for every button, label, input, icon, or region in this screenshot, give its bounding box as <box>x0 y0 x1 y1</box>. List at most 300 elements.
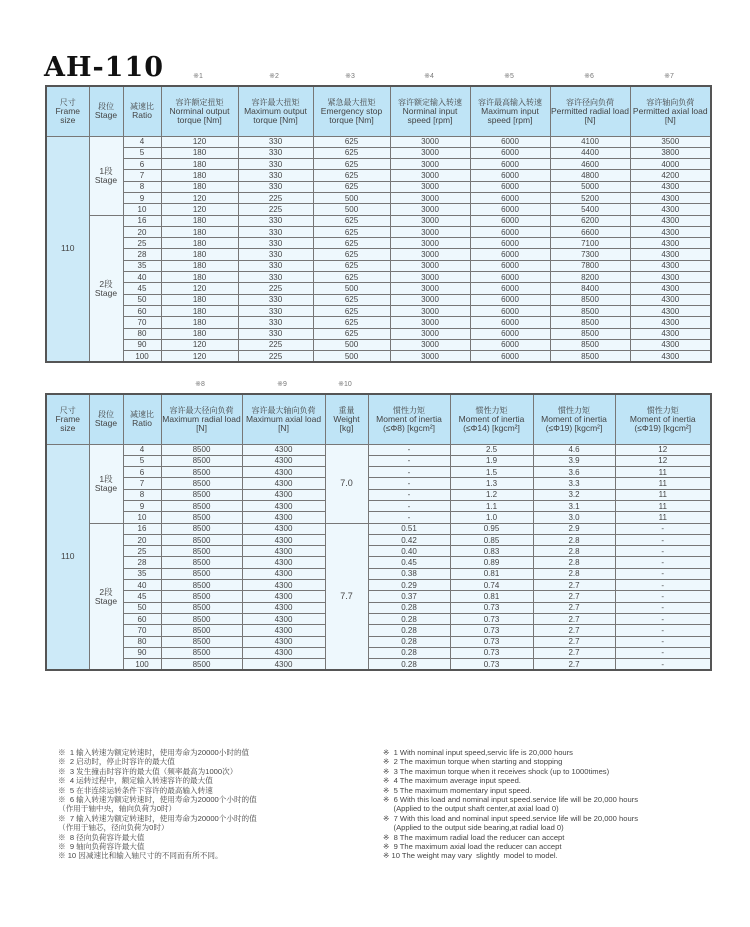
footnote-line: ※ 9 The maximum axial load the reducer can accept <box>383 842 562 852</box>
value-cell: 6000 <box>470 204 550 215</box>
value-cell: 4300 <box>242 444 325 455</box>
value-cell: - <box>368 478 450 489</box>
value-cell: 3000 <box>390 136 470 147</box>
value-cell: 120 <box>161 192 238 203</box>
value-cell: 6000 <box>470 351 550 363</box>
value-cell: - <box>615 659 711 671</box>
value-cell: 180 <box>161 317 238 328</box>
value-cell: 500 <box>313 192 390 203</box>
ratio-cell: 7 <box>123 478 161 489</box>
value-cell: 120 <box>161 204 238 215</box>
value-cell: 625 <box>313 226 390 237</box>
table-row <box>46 534 711 545</box>
value-cell: 2.7 <box>533 580 615 591</box>
value-cell: 180 <box>161 238 238 249</box>
value-cell: 0.37 <box>368 591 450 602</box>
column-header <box>89 394 123 444</box>
header-en: Permitted axial load [N] <box>632 106 708 125</box>
value-cell: 180 <box>161 147 238 158</box>
table-row <box>46 467 711 478</box>
value-cell: 0.38 <box>368 568 450 579</box>
ratio-cell: 60 <box>123 613 161 624</box>
value-cell: 6600 <box>550 226 630 237</box>
value-cell: 4800 <box>550 170 630 181</box>
table-row <box>46 636 711 647</box>
value-cell: - <box>368 489 450 500</box>
value-cell: 8500 <box>550 328 630 339</box>
footnote-line: (Applied to the output shaft center,at axial load 0) <box>383 804 559 814</box>
footnote-mark: ※10 <box>338 381 352 388</box>
value-cell: 8500 <box>161 489 242 500</box>
value-cell: 3000 <box>390 249 470 260</box>
footnote-mark: ※1 <box>193 73 203 80</box>
ratio-cell: 20 <box>123 226 161 237</box>
footnote-line: (Applied to the output side bearing,at radial load 0) <box>383 823 564 833</box>
value-cell: 8500 <box>161 557 242 568</box>
value-cell: 625 <box>313 181 390 192</box>
value-cell: 3000 <box>390 215 470 226</box>
table-row <box>46 591 711 602</box>
value-cell: 180 <box>161 260 238 271</box>
footnote-mark: ※9 <box>277 381 287 388</box>
table-row <box>46 500 711 511</box>
value-cell: 3000 <box>390 181 470 192</box>
value-cell: 330 <box>238 328 313 339</box>
value-cell: 625 <box>313 305 390 316</box>
value-cell: 0.28 <box>368 647 450 658</box>
value-cell: - <box>615 602 711 613</box>
table-row <box>46 489 711 500</box>
value-cell: 330 <box>238 238 313 249</box>
value-cell: 11 <box>615 467 711 478</box>
table-row <box>46 305 711 316</box>
table-row <box>46 613 711 624</box>
ratio-cell: 9 <box>123 192 161 203</box>
header-en: Moment of inertia (≤Φ19) [kgcm²] <box>541 414 607 433</box>
value-cell: 500 <box>313 283 390 294</box>
value-cell: 8500 <box>161 602 242 613</box>
header-cn: 容许额定扭矩 <box>175 97 224 107</box>
header-cn: 容许额定输入转速 <box>398 97 462 107</box>
value-cell: 3.1 <box>533 500 615 511</box>
value-cell: 500 <box>313 204 390 215</box>
value-cell: 8500 <box>550 294 630 305</box>
value-cell: 6000 <box>470 170 550 181</box>
ratio-cell: 40 <box>123 580 161 591</box>
value-cell: 11 <box>615 500 711 511</box>
value-cell: 4300 <box>242 455 325 466</box>
header-cn: 段位 <box>98 409 114 419</box>
value-cell: 625 <box>313 159 390 170</box>
column-header <box>46 394 89 444</box>
ratio-cell: 7 <box>123 170 161 181</box>
footnote-line: ※ 4 The maximum average input speed. <box>383 776 521 786</box>
value-cell: 2.7 <box>533 602 615 613</box>
ratio-cell: 90 <box>123 647 161 658</box>
value-cell: 7800 <box>550 260 630 271</box>
value-cell: 0.29 <box>368 580 450 591</box>
ratio-cell: 16 <box>123 523 161 534</box>
header-en: Ratio <box>132 110 152 121</box>
table-row <box>46 272 711 283</box>
column-header <box>615 394 711 444</box>
value-cell: 625 <box>313 170 390 181</box>
value-cell: - <box>615 647 711 658</box>
value-cell: 4300 <box>242 512 325 523</box>
model-title: AH-110 <box>44 52 165 83</box>
value-cell: 0.28 <box>368 613 450 624</box>
value-cell: 4300 <box>630 192 711 203</box>
value-cell: 6000 <box>470 215 550 226</box>
load-inertia-table <box>45 393 712 671</box>
value-cell: 0.89 <box>450 557 533 568</box>
value-cell: 8500 <box>550 339 630 350</box>
footnote-mark: ※6 <box>584 73 594 80</box>
value-cell: 330 <box>238 136 313 147</box>
value-cell: 625 <box>313 328 390 339</box>
value-cell: 625 <box>313 272 390 283</box>
table-row <box>46 351 711 363</box>
value-cell: - <box>368 500 450 511</box>
value-cell: 2.9 <box>533 523 615 534</box>
column-header <box>89 86 123 136</box>
ratio-cell: 8 <box>123 489 161 500</box>
table-row <box>46 226 711 237</box>
performance-table <box>45 85 712 363</box>
value-cell: 4300 <box>630 204 711 215</box>
value-cell: 330 <box>238 260 313 271</box>
table-row <box>46 625 711 636</box>
header-cn: 减速比 <box>130 409 154 419</box>
table-row <box>46 523 711 534</box>
table-row <box>46 170 711 181</box>
footnote-line: ※ 10 The weight may vary slightly model to model. <box>383 851 558 861</box>
ratio-cell: 70 <box>123 317 161 328</box>
column-header <box>161 394 242 444</box>
value-cell: 3000 <box>390 159 470 170</box>
value-cell: 7100 <box>550 238 630 249</box>
ratio-cell: 100 <box>123 351 161 363</box>
value-cell: 8500 <box>161 534 242 545</box>
ratio-cell: 35 <box>123 568 161 579</box>
value-cell: 3000 <box>390 260 470 271</box>
value-cell: 3000 <box>390 317 470 328</box>
value-cell: 1.5 <box>450 467 533 478</box>
column-header <box>242 394 325 444</box>
table-row <box>46 238 711 249</box>
value-cell: 4300 <box>242 546 325 557</box>
value-cell: 4300 <box>242 636 325 647</box>
value-cell: 5200 <box>550 192 630 203</box>
ratio-cell: 4 <box>123 444 161 455</box>
value-cell: 4.6 <box>533 444 615 455</box>
value-cell: 330 <box>238 181 313 192</box>
value-cell: 180 <box>161 294 238 305</box>
value-cell: 6000 <box>470 328 550 339</box>
footnote-mark: ※4 <box>424 73 434 80</box>
value-cell: 8500 <box>161 467 242 478</box>
value-cell: 0.28 <box>368 659 450 671</box>
value-cell: 2.8 <box>533 546 615 557</box>
value-cell: 6000 <box>470 181 550 192</box>
value-cell: 8500 <box>161 455 242 466</box>
ratio-cell: 25 <box>123 238 161 249</box>
table-row <box>46 647 711 658</box>
value-cell: 3000 <box>390 192 470 203</box>
header-cn: 重量 <box>338 405 355 415</box>
value-cell: 6000 <box>470 305 550 316</box>
footnote-line: ※ 10 因减速比和输入轴尺寸的不同而有所不同。 <box>58 851 223 861</box>
table-row <box>46 478 711 489</box>
value-cell: 180 <box>161 159 238 170</box>
table-row <box>46 147 711 158</box>
header-row <box>46 86 711 136</box>
value-cell: 4300 <box>242 602 325 613</box>
value-cell: 3000 <box>390 147 470 158</box>
ratio-cell: 5 <box>123 455 161 466</box>
value-cell: 8500 <box>161 636 242 647</box>
value-cell: 330 <box>238 249 313 260</box>
value-cell: 0.81 <box>450 591 533 602</box>
table-row <box>46 557 711 568</box>
value-cell: 4600 <box>550 159 630 170</box>
value-cell: 3000 <box>390 283 470 294</box>
value-cell: 4300 <box>630 328 711 339</box>
frame-size-cell: 110 <box>46 136 89 362</box>
value-cell: 4300 <box>242 625 325 636</box>
value-cell: 4400 <box>550 147 630 158</box>
value-cell: - <box>615 591 711 602</box>
value-cell: 3000 <box>390 238 470 249</box>
value-cell: 330 <box>238 215 313 226</box>
footnote-line: ※ 3 发生撞击时容许的最大值（频率最高为1000次） <box>58 766 238 776</box>
table-row <box>46 568 711 579</box>
value-cell: 0.28 <box>368 625 450 636</box>
column-header <box>123 86 161 136</box>
header-cn: 尺寸 <box>59 405 76 415</box>
footnote-line: ※ 5 The maximum momentary input speed. <box>383 785 532 795</box>
value-cell: 6000 <box>470 317 550 328</box>
ratio-cell: 10 <box>123 204 161 215</box>
value-cell: 120 <box>161 283 238 294</box>
ratio-cell: 20 <box>123 534 161 545</box>
header-cn: 段位 <box>98 101 114 111</box>
value-cell: 8500 <box>550 351 630 363</box>
header-en: Norminal output torque [Nm] <box>169 106 230 125</box>
value-cell: 2.7 <box>533 647 615 658</box>
ratio-cell: 16 <box>123 215 161 226</box>
value-cell: 3.9 <box>533 455 615 466</box>
frame-size-cell: 110 <box>46 444 89 670</box>
ratio-cell: 35 <box>123 260 161 271</box>
footnote-line: ※ 7 输入转速为额定转速时，使用寿命为20000个小时的值 <box>58 813 257 823</box>
footnote-line: ※ 7 With this load and nominal input speed.service life will be 20,000 hours <box>383 813 638 823</box>
footnote-line: ※ 6 输入转速为额定转速时，使用寿命为20000个小时的值 <box>58 795 257 805</box>
value-cell: 0.45 <box>368 557 450 568</box>
value-cell: 4300 <box>630 294 711 305</box>
table-row <box>46 215 711 226</box>
footnote-line: ※ 8 径向负荷容许最大值 <box>58 832 145 842</box>
value-cell: 6000 <box>470 192 550 203</box>
value-cell: 6000 <box>470 238 550 249</box>
value-cell: 8500 <box>161 523 242 534</box>
table-row <box>46 294 711 305</box>
ratio-cell: 50 <box>123 602 161 613</box>
value-cell: 330 <box>238 294 313 305</box>
ratio-cell: 5 <box>123 147 161 158</box>
value-cell: 0.73 <box>450 636 533 647</box>
value-cell: 0.85 <box>450 534 533 545</box>
value-cell: 120 <box>161 339 238 350</box>
stage-cell: 1段 Stage <box>89 136 123 215</box>
value-cell: 3000 <box>390 328 470 339</box>
value-cell: 4300 <box>630 260 711 271</box>
header-en: Maximum radial load [N] <box>162 414 241 433</box>
ratio-cell: 40 <box>123 272 161 283</box>
value-cell: 1.9 <box>450 455 533 466</box>
header-cn: 容许最大扭矩 <box>251 97 300 107</box>
column-header <box>533 394 615 444</box>
value-cell: 8500 <box>161 500 242 511</box>
value-cell: 4300 <box>242 659 325 671</box>
table-row <box>46 580 711 591</box>
value-cell: 8500 <box>550 317 630 328</box>
ratio-cell: 80 <box>123 328 161 339</box>
value-cell: 3.6 <box>533 467 615 478</box>
value-cell: 625 <box>313 249 390 260</box>
value-cell: 0.74 <box>450 580 533 591</box>
ratio-cell: 6 <box>123 159 161 170</box>
value-cell: 3500 <box>630 136 711 147</box>
footnote-line: ※ 2 The maximun torque when starting and stopping <box>383 757 563 767</box>
value-cell: 330 <box>238 272 313 283</box>
value-cell: 11 <box>615 489 711 500</box>
value-cell: 625 <box>313 238 390 249</box>
header-en: Frame size <box>55 106 81 125</box>
value-cell: 4300 <box>242 580 325 591</box>
column-header <box>630 86 711 136</box>
value-cell: 120 <box>161 136 238 147</box>
value-cell: 330 <box>238 226 313 237</box>
value-cell: 4300 <box>630 272 711 283</box>
notes-english <box>383 748 638 861</box>
value-cell: 4300 <box>242 591 325 602</box>
footnote-line: （作用于轴芯，径向负荷为0时） <box>58 823 169 833</box>
value-cell: 2.7 <box>533 613 615 624</box>
value-cell: 4300 <box>630 305 711 316</box>
value-cell: - <box>615 523 711 534</box>
table-row <box>46 192 711 203</box>
value-cell: 225 <box>238 204 313 215</box>
notes-chinese <box>58 748 257 861</box>
value-cell: 3800 <box>630 147 711 158</box>
value-cell: 4300 <box>630 351 711 363</box>
column-header <box>390 86 470 136</box>
value-cell: 6000 <box>470 147 550 158</box>
header-en: Stage <box>94 110 118 121</box>
value-cell: 8500 <box>161 512 242 523</box>
value-cell: - <box>368 467 450 478</box>
value-cell: 3000 <box>390 351 470 363</box>
value-cell: 2.7 <box>533 659 615 671</box>
footnote-mark: ※8 <box>195 381 205 388</box>
value-cell: - <box>615 580 711 591</box>
value-cell: 12 <box>615 444 711 455</box>
header-cn: 容许径向负荷 <box>566 97 614 107</box>
value-cell: 4200 <box>630 170 711 181</box>
column-header <box>238 86 313 136</box>
ratio-cell: 9 <box>123 500 161 511</box>
header-cn: 惯性力矩 <box>646 405 679 415</box>
value-cell: 0.73 <box>450 647 533 658</box>
value-cell: 3.2 <box>533 489 615 500</box>
ratio-cell: 45 <box>123 591 161 602</box>
value-cell: 8500 <box>161 647 242 658</box>
value-cell: 4300 <box>630 238 711 249</box>
value-cell: 6000 <box>470 159 550 170</box>
value-cell: 4300 <box>630 249 711 260</box>
header-en: Moment of inertia (≤Φ14) [kgcm²] <box>458 414 525 433</box>
value-cell: 0.51 <box>368 523 450 534</box>
value-cell: - <box>615 534 711 545</box>
value-cell: 4300 <box>630 181 711 192</box>
header-en: Moment of inertia (≤Φ19) [kgcm²] <box>629 414 696 433</box>
footnote-line: ※ 3 The maximun torque when it receives shock (up to 1000times) <box>383 766 610 776</box>
value-cell: 1.2 <box>450 489 533 500</box>
value-cell: 2.7 <box>533 636 615 647</box>
header-en: Permitted radial load [N] <box>551 106 629 125</box>
footnote-mark: ※5 <box>504 73 514 80</box>
table-row <box>46 136 711 147</box>
value-cell: 0.73 <box>450 659 533 671</box>
value-cell: 0.83 <box>450 546 533 557</box>
value-cell: 180 <box>161 272 238 283</box>
value-cell: 4300 <box>242 557 325 568</box>
value-cell: 180 <box>161 181 238 192</box>
ratio-cell: 4 <box>123 136 161 147</box>
table-row <box>46 249 711 260</box>
column-header <box>123 394 161 444</box>
footnote-line: ※ 4 运转过程中，额定输入转速容许的最大值 <box>58 776 213 786</box>
ratio-cell: 28 <box>123 557 161 568</box>
ratio-cell: 70 <box>123 625 161 636</box>
value-cell: 8500 <box>161 659 242 671</box>
value-cell: 625 <box>313 147 390 158</box>
value-cell: 225 <box>238 351 313 363</box>
table-row <box>46 181 711 192</box>
value-cell: 4300 <box>242 613 325 624</box>
table-row <box>46 204 711 215</box>
value-cell: 6000 <box>470 283 550 294</box>
value-cell: 625 <box>313 317 390 328</box>
value-cell: 180 <box>161 226 238 237</box>
value-cell: 2.5 <box>450 444 533 455</box>
value-cell: 11 <box>615 478 711 489</box>
footnote-mark: ※3 <box>345 73 355 80</box>
header-en: Emergency stop torque [Nm] <box>320 106 383 125</box>
table-row <box>46 317 711 328</box>
value-cell: 8200 <box>550 272 630 283</box>
column-header <box>325 394 368 444</box>
value-cell: 180 <box>161 328 238 339</box>
value-cell: - <box>615 625 711 636</box>
value-cell: 8400 <box>550 283 630 294</box>
column-header <box>313 86 390 136</box>
value-cell: 8500 <box>161 591 242 602</box>
value-cell: 4300 <box>630 215 711 226</box>
value-cell: - <box>615 568 711 579</box>
header-cn: 惯性力矩 <box>393 405 425 415</box>
